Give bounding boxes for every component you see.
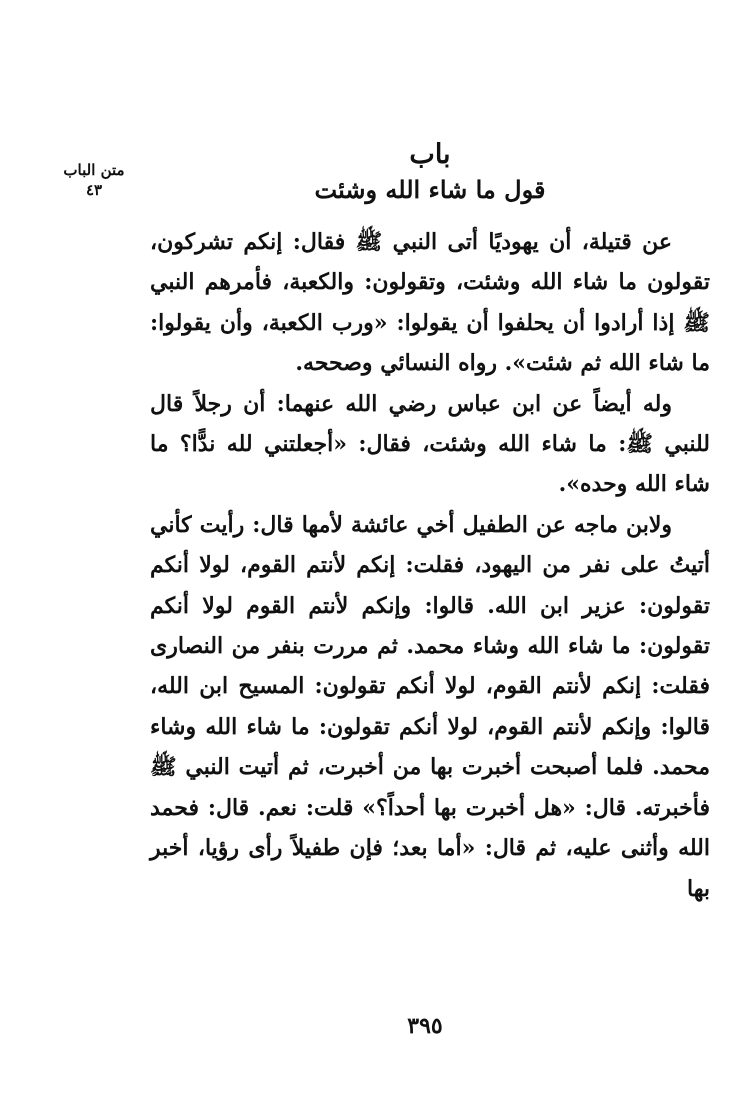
margin-note	[44, 160, 144, 200]
margin-note-number: ٤٣	[85, 181, 103, 199]
main-text	[150, 222, 710, 909]
paragraph-1: عن قتيلة، أن يهوديًا أتى النبي ﷺ فقال: إنكم تشركون، تقولون ما شاء الله وشئت، وتقولون: والكعبة، فأمرهم النبي ﷺ إذا أرادوا أن يحلفوا أن يقولوا: «ورب الكعبة، وأن يقولوا: ما شاء الله ثم شئت». رواه النسائي وصححه.	[150, 229, 710, 377]
chapter-heading: باب	[409, 139, 451, 170]
paragraph-3: ولابن ماجه عن الطفيل أخي عائشة لأمها قال: رأيت كأني أتيتُ على نفر من اليهود، فقلت: إنكم لأنتم القوم، لولا أنكم تقولون: عزير ابن الله. قالوا: وإنكم لأنتم القوم لولا أنكم تقولون: ما شاء الله وشاء محمد. ثم مررت بنفر من النصارى فقلت: إنكم لأنتم القوم، لولا أنكم تقولون: المسيح ابن الله، قالوا: وإنكم لأنتم القوم، لولا أنكم تقولون: ما شاء الله وشاء محمد. فلما أصبحت أخبرت بها من أخبرت، ثم أتيت النبي ﷺ فأخبرته. قال: «هل أخبرت بها أحداً؟» قلت: نعم. قال: فحمد الله وأثنى عليه، ثم قال: «أما بعد؛ فإن طفيلاً رأى رؤيا، أخبر بها	[150, 511, 710, 902]
paragraph-2: وله أيضاً عن ابن عباس رضي الله عنهما: أن رجلاً قال للنبي ﷺ: ما شاء الله وشئت، فقال: «أجعلتني لله ندًّا؟ ما شاء الله وحده».	[150, 390, 710, 498]
chapter-title: قول ما شاء الله وشئت	[314, 175, 546, 204]
page-number: ٣٩٥	[407, 1013, 443, 1039]
margin-note-label: متن الباب	[63, 161, 125, 179]
